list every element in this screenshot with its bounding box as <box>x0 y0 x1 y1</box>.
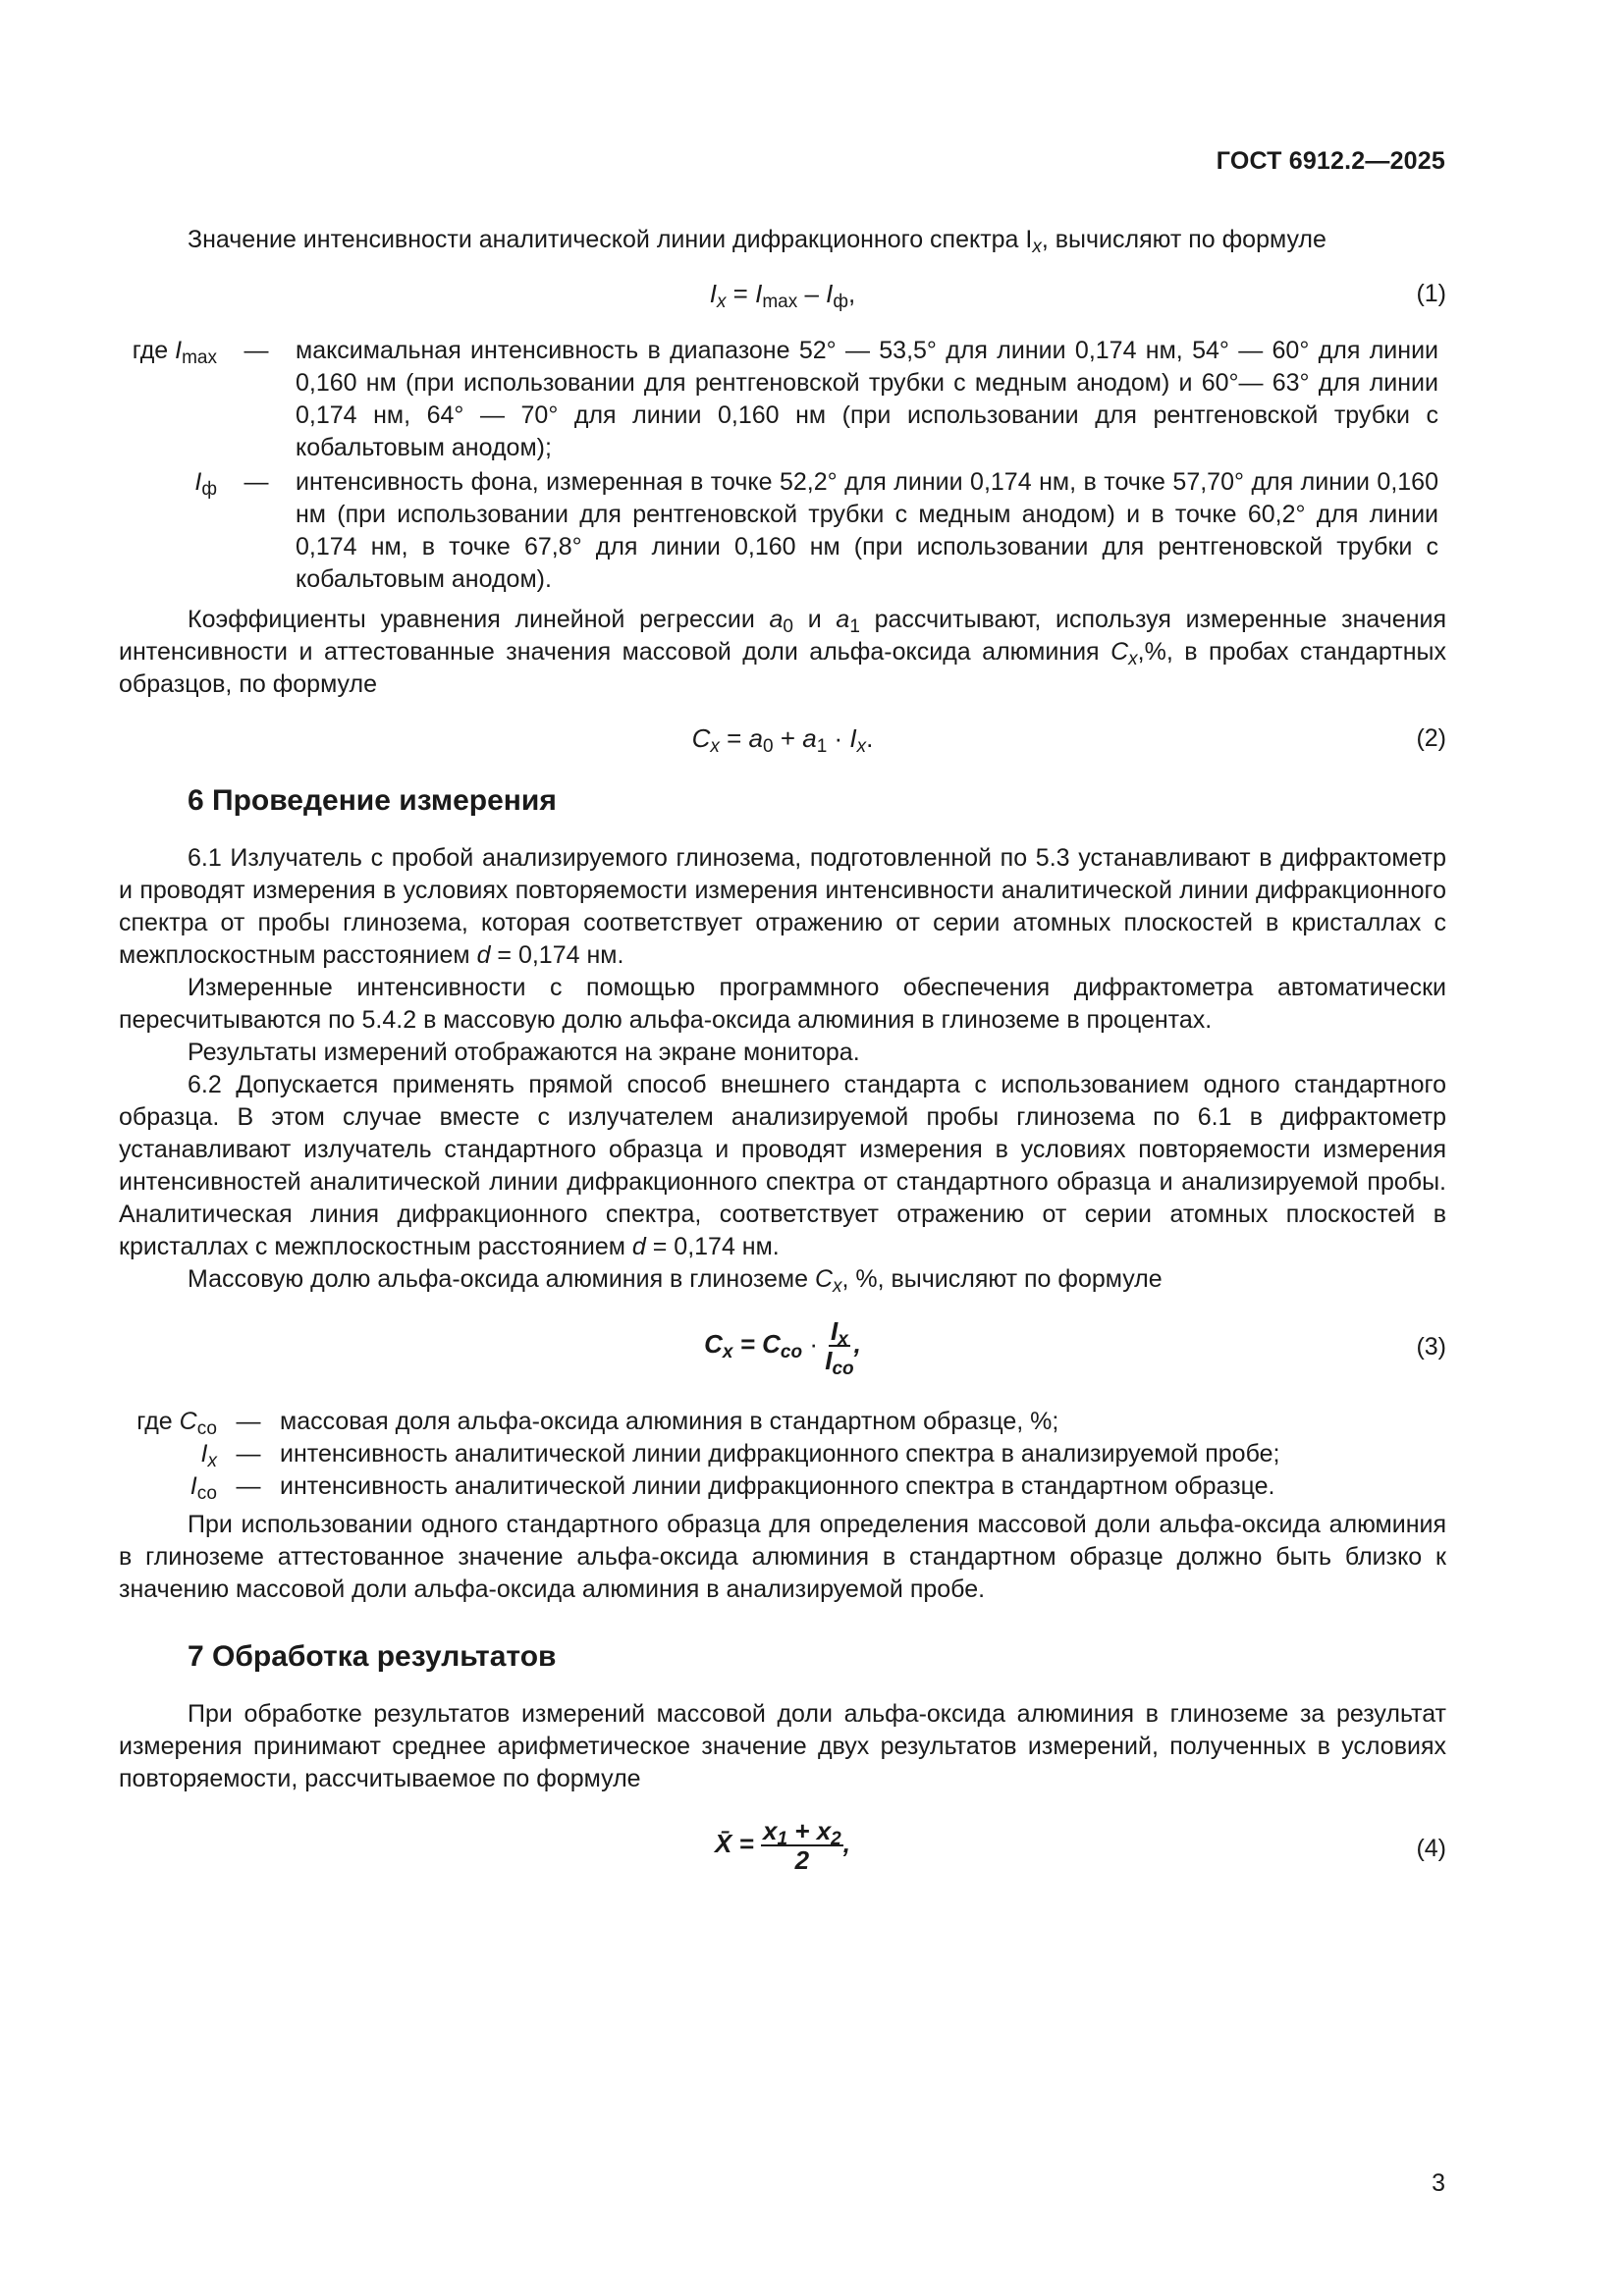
section-6-single-standard-paragraph: При использовании одного стандартного образца для определения массовой доли альфа-оксида алюминия в глиноземе аттестованное значение альфа-оксида алюминия в стандартном образце должно быть близко к значению массовой доли альфа-оксида алюминия в анализируемой пробе. <box>119 1511 1446 1603</box>
definition-cco: где $C_{со}$ — массовая доля альфа-оксида алюминия в стандартном образце, %; <box>136 1408 1059 1439</box>
section-7-heading: 7 Обработка результатов <box>188 1640 557 1673</box>
formula-2-number: (2) <box>1416 724 1446 752</box>
formula-4-number: (4) <box>1416 1835 1446 1862</box>
section-7-paragraph: При обработке результатов измерений массовой доли альфа-оксида алюминия в глиноземе за результат измерения принимают среднее арифметическое значение двух результатов измерений, полученных в условиях повторяемости, рассчитываемое по формуле <box>119 1700 1446 1792</box>
page-content <box>119 224 1446 1901</box>
section-6-recalc-paragraph: Измеренные интенсивности с помощью программного обеспечения дифрактометра автоматически пересчитываются по 5.4.2 в массовую долю альфа-оксида алюминия в глиноземе в процентах. <box>119 974 1446 1034</box>
intro-paragraph: Значение интенсивности аналитической линии дифракционного спектра $I_x$, вычисляют по формуле <box>188 226 1326 257</box>
definition-imax: где $I_{max}$ — максимальная интенсивность в диапазоне 52° — 53,5° для линии 0,174 нм, 54° — 60° для линии 0,160 нм (при использовании для рентгеновской трубки с медным анодом) и 60°— 63° для линии 0,174 нм, 64° — 70° для линии 0,160 нм (при использовании для рентгеновской трубки с кобальтовым анодом); <box>132 337 1438 461</box>
formula-1-number: (1) <box>1416 280 1446 307</box>
formula-3-number: (3) <box>1416 1333 1446 1361</box>
formula-1 <box>119 278 1446 317</box>
formula-4 <box>119 1813 1446 1884</box>
section-6-2-paragraph: 6.2 Допускается применять прямой способ внешнего стандарта с использованием одного стандартного образца. В этом случае вместе с излучателем анализируемой пробы глинозема по 6.1 в дифрактометр устанавливают излучатель стандартного образца и проводят измерения в условиях повторяемости измерения интенсивностей аналитической линии дифракционного спектра от стандартного образца и анализируемой пробы. Аналитическая линия дифракционного спектра, соответствует отражению от серии атомных плоскостей в кристаллах с межплоскостным расстоянием d = 0,174 нм. <box>119 1071 1446 1260</box>
definition-ix: $I_x$ — интенсивность аналитической линии дифракционного спектра в анализируемой пробе; <box>200 1440 1280 1471</box>
page-number: 3 <box>1432 2169 1445 2197</box>
section-6-1-paragraph: 6.1 Излучатель с пробой анализируемого глинозема, подготовленной по 5.3 устанавливают в дифрактометр и проводят измерения в условиях повторяемости измерения интенсивности аналитической линии дифракционного спектра от пробы глинозема, которая соответствует отражению от серии атомных плоскостей в кристаллах с межплоскостным расстоянием d = 0,174 нм. <box>119 844 1446 969</box>
formula-3 <box>119 1313 1446 1384</box>
definition-ico: $I_{со}$ — интенсивность аналитической линии дифракционного спектра в стандартном образце. <box>189 1472 1275 1504</box>
document-code: ГОСТ 6912.2—2025 <box>1216 147 1445 175</box>
definition-iphi: $I_ф$ — интенсивность фона, измеренная в точке 52,2° для линии 0,174 нм, в точке 57,70° для линии 0,160 нм (при использовании для рентгеновской трубки с медным анодом) и в точке 60,2° для линии 0,174 нм, в точке 67,8° для линии 0,160 нм (при использовании для рентгеновской трубки с кобальтовым анодом). <box>194 468 1438 593</box>
formula-3-fraction: $\frac{I_x}{I_{co}}$ <box>825 1316 854 1379</box>
section-6-mass-fraction-paragraph: Массовую долю альфа-оксида алюминия в глиноземе $C_x$, %, вычисляют по формуле <box>188 1265 1163 1297</box>
formula-4-expression: X̄ = $\frac{x_1 + x_2}{2}$ , <box>715 1816 850 1875</box>
formula-3-expression: $C_x = C_{co}$ · $\frac{I_x}{I_{co}}$ , <box>704 1316 861 1379</box>
regression-paragraph: Коэффициенты уравнения линейной регрессии $a_0$ и $a_1$ рассчитывают, используя измеренные значения интенсивности и аттестованные значения массовой доли альфа-оксида алюминия $C_x,\%$, в пробах стандартных образцов, по формуле <box>119 606 1447 698</box>
definitions-list-1 <box>109 335 1446 596</box>
definitions-list-3 <box>109 1406 1446 1503</box>
formula-2 <box>119 722 1446 762</box>
formula-4-fraction: $\frac{x_1 + x_2}{2}$ <box>763 1816 841 1875</box>
formula-1-expression: $I_x = I_{max} - I_ф$, <box>709 279 856 312</box>
section-6-heading: 6 Проведение измерения <box>188 784 557 817</box>
formula-2-expression: $C_x = a_0 + a_1 \cdot I_x$. <box>691 723 874 757</box>
section-6-display-paragraph: Результаты измерений отображаются на экране монитора. <box>188 1039 860 1066</box>
